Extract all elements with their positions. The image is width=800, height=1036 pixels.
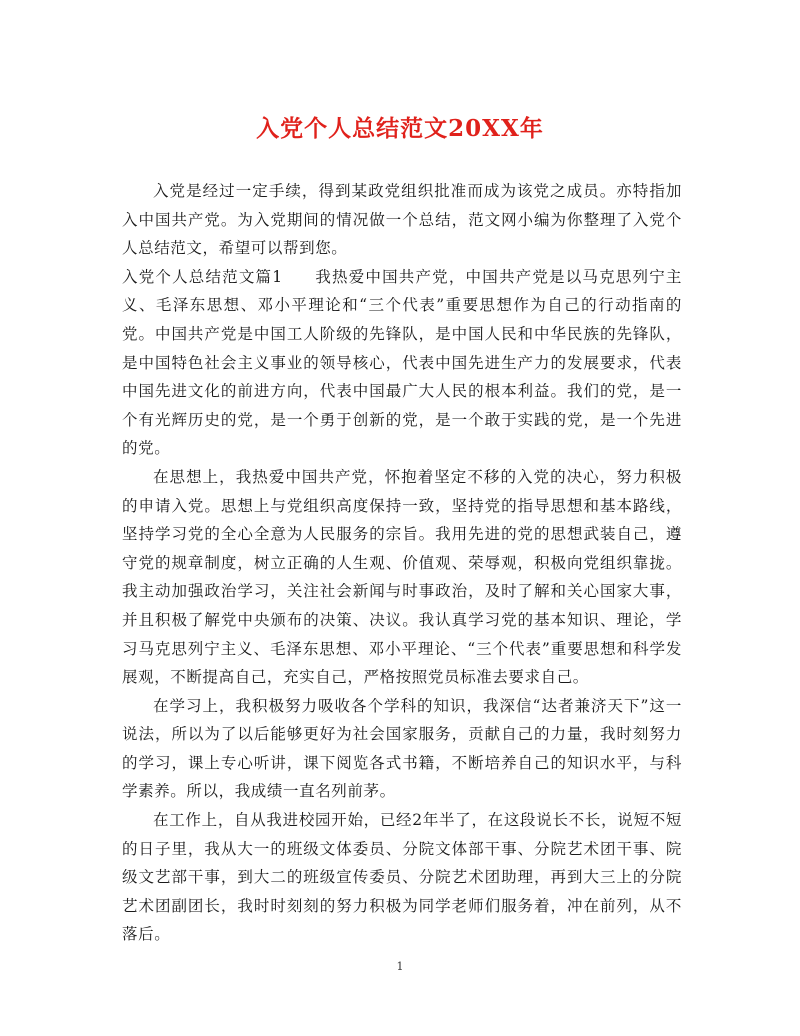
section-first-paragraph: 我热爱中国共产党，中国共产党是以马克思列宁主义、毛泽东思想、邓小平理论和“三个代表”重要思想作为自己的行动指南的党。中国共产党是中国工人阶级的先锋队，是中国人民和中华民族的先锋队，是中国特色社会主义事业的领导核心，代表中国先进生产力的发展要求，代表中国先进文化的前进方向，代表中国最广大人民的根本利益。我们的党，是一个有光辉历史的党，是一个勇于创新的党，是一个敢于实践的党，是一个先进的党。: [122, 267, 682, 458]
section-heading: 入党个人总结范文篇1: [122, 267, 283, 286]
study-paragraph: 在学习上，我积极努力吸收各个学科的知识，我深信“达者兼济天下”这一说法，所以为了以后能够更好为社会国家服务，贡献自己的力量，我时刻努力的学习，课上专心听讲，课下阅览各式书籍，不断培养自己的知识水平，与科学素养。所以，我成绩一直名列前茅。: [122, 696, 682, 801]
document-title: 入党个人总结范文20XX年: [256, 115, 544, 142]
intro-paragraph: 入党是经过一定手续，得到某政党组织批准而成为该党之成员。亦特指加入中国共产党。为入党期间的情况做一个总结，范文网小编为你整理了入党个人总结范文，希望可以帮到您。: [122, 182, 682, 258]
page-number: 1: [396, 960, 404, 973]
document-body: [122, 177, 682, 949]
work-paragraph: 在工作上，自从我进校园开始，已经2年半了，在这段说长不长，说短不短的日子里，我从大一的班级文体委员、分院文体部干事、分院艺术团干事、院级文艺部干事，到大二的班级宣传委员、分院艺术团助理，再到大三上的分院艺术团副团长，我时时刻刻的努力积极为同学老师们服务着，冲在前列，从不落后。: [122, 811, 682, 944]
section-paragraph: [122, 263, 682, 463]
thought-paragraph: 在思想上，我热爱中国共产党，怀抱着坚定不移的入党的决心，努力积极的申请入党。思想上与党组织高度保持一致，坚持党的指导思想和基本路线，坚持学习党的全心全意为人民服务的宗旨。我用先进的党的思想武装自己，遵守党的规章制度，树立正确的人生观、价值观、荣辱观，积极向党组织靠拢。我主动加强政治学习，关注社会新闻与时事政治，及时了解和关心国家大事，并且积极了解党中央颁布的决策、决议。我认真学习党的基本知识、理论，学习马克思列宁主义、毛泽东思想、邓小平理论、“三个代表”重要思想和科学发展观，不断提高自己，充实自己，严格按照党员标准去要求自己。: [122, 467, 682, 687]
